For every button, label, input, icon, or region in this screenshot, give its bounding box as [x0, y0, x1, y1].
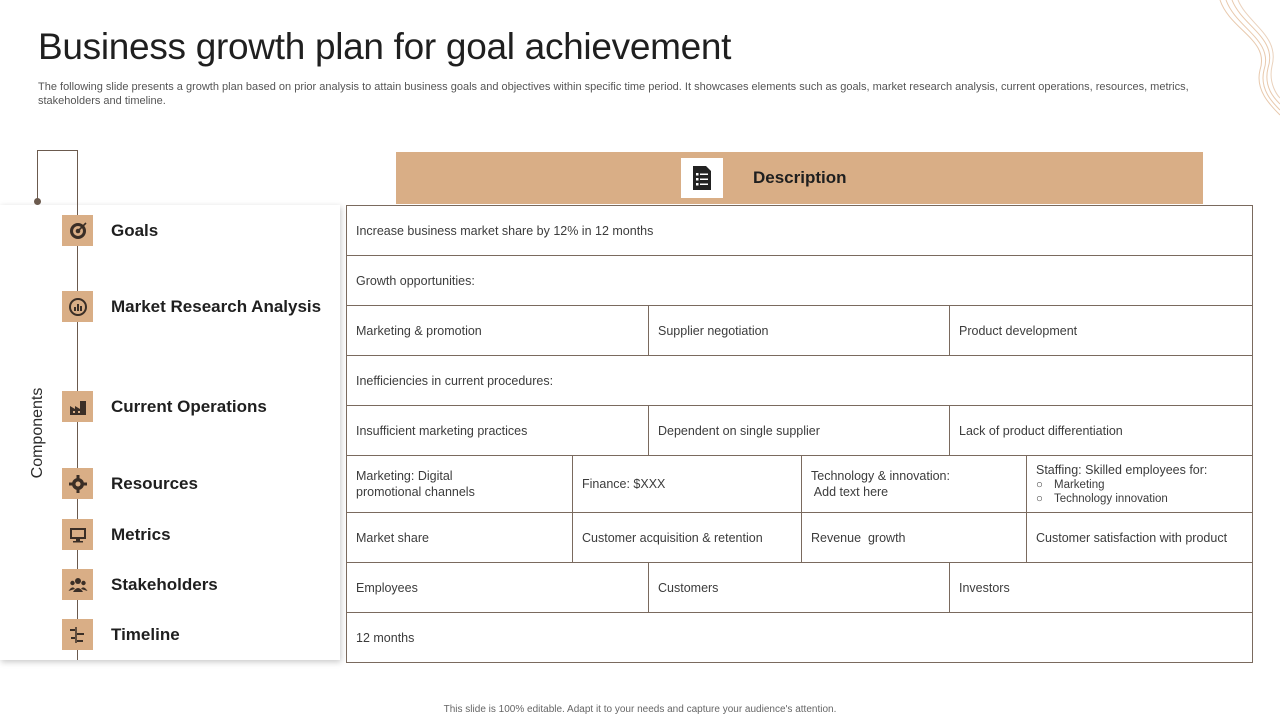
description-header	[396, 152, 1203, 204]
resource-technology-cell	[802, 456, 1027, 513]
description-title: Description	[753, 168, 847, 187]
component-label: Resources	[111, 473, 198, 493]
component-label: Goals	[111, 220, 159, 240]
table-row	[347, 256, 1253, 306]
chart-circle-icon	[62, 291, 93, 322]
inefficiencies-label-cell: Inefficiencies in current procedures:	[347, 356, 1253, 406]
people-icon	[62, 569, 93, 600]
table-cell: Customers	[649, 563, 950, 613]
resource-text: Marketing: Digital	[356, 469, 453, 483]
table-row	[347, 206, 1253, 256]
gear-icon	[62, 468, 93, 499]
target-icon	[62, 215, 93, 246]
table-cell: Investors	[950, 563, 1253, 613]
goal-cell: Increase business market share by 12% in 12 months	[347, 206, 1253, 256]
component-timeline	[62, 619, 180, 650]
table-cell: Product development	[950, 306, 1253, 356]
monitor-icon	[62, 519, 93, 550]
connector-hook-vertical	[37, 150, 38, 200]
table-cell: Supplier negotiation	[649, 306, 950, 356]
component-label: Current Operations	[111, 396, 267, 416]
resource-text: Add text here	[811, 485, 889, 499]
component-metrics	[62, 519, 171, 550]
resource-text: promotional channels	[356, 485, 475, 499]
table-row	[347, 356, 1253, 406]
circle-bullet-icon: ○	[1036, 478, 1043, 491]
checklist-document-icon	[681, 158, 723, 198]
page-title: Business growth plan for goal achievement	[38, 26, 732, 67]
growth-label-cell: Growth opportunities:	[347, 256, 1253, 306]
staffing-item	[1036, 478, 1105, 492]
table-cell: Employees	[347, 563, 649, 613]
table-cell: Lack of product differentiation	[950, 406, 1253, 456]
factory-icon	[62, 391, 93, 422]
component-goals	[62, 215, 158, 246]
table-cell: Marketing & promotion	[347, 306, 649, 356]
components-label: Components	[29, 387, 46, 479]
timeline-cell: 12 months	[347, 613, 1253, 663]
table-cell: Market share	[347, 513, 573, 563]
circle-bullet-icon: ○	[1036, 492, 1043, 505]
component-label: Timeline	[111, 624, 180, 644]
table-row	[347, 563, 1253, 613]
connector-hook	[37, 150, 78, 151]
resource-text: Technology & innovation:	[811, 469, 950, 483]
resource-marketing-cell	[347, 456, 573, 513]
staffing-item-text: Technology innovation	[1054, 492, 1168, 505]
component-label: Stakeholders	[111, 574, 218, 594]
component-resources	[62, 468, 198, 499]
connector-dot	[34, 198, 41, 205]
footer-note: This slide is 100% editable. Adapt it to your needs and capture your audience's attention.	[443, 704, 837, 715]
page-subtitle: The following slide presents a growth plan based on prior analysis to attain business goals and objectives within specific time period. It showcases elements such as goals, market research analysis, current operations, resources, metrics, stakeholders and timeline.	[38, 81, 1189, 107]
staffing-item-text: Marketing	[1054, 478, 1105, 491]
resource-staffing-cell	[1027, 456, 1253, 513]
timeline-icon	[62, 619, 93, 650]
table-cell: Customer acquisition & retention	[573, 513, 802, 563]
staffing-item	[1036, 492, 1168, 506]
table-row	[347, 406, 1253, 456]
table-row	[347, 513, 1253, 563]
table-cell: Revenue growth	[802, 513, 1027, 563]
table-row	[347, 456, 1253, 513]
component-market-research	[62, 291, 321, 322]
table-cell: Customer satisfaction with product	[1027, 513, 1253, 563]
description-table	[346, 205, 1253, 663]
decorative-wave	[1200, 0, 1280, 120]
component-label: Market Research Analysis	[111, 296, 322, 316]
table-row	[347, 613, 1253, 663]
resource-finance-cell: Finance: $XXX	[573, 456, 802, 513]
component-label: Metrics	[111, 524, 171, 544]
table-cell: Insufficient marketing practices	[347, 406, 649, 456]
table-row	[347, 306, 1253, 356]
component-stakeholders	[62, 569, 218, 600]
staffing-title: Staffing: Skilled employees for:	[1036, 462, 1208, 477]
table-cell: Dependent on single supplier	[649, 406, 950, 456]
component-current-operations	[62, 391, 267, 422]
